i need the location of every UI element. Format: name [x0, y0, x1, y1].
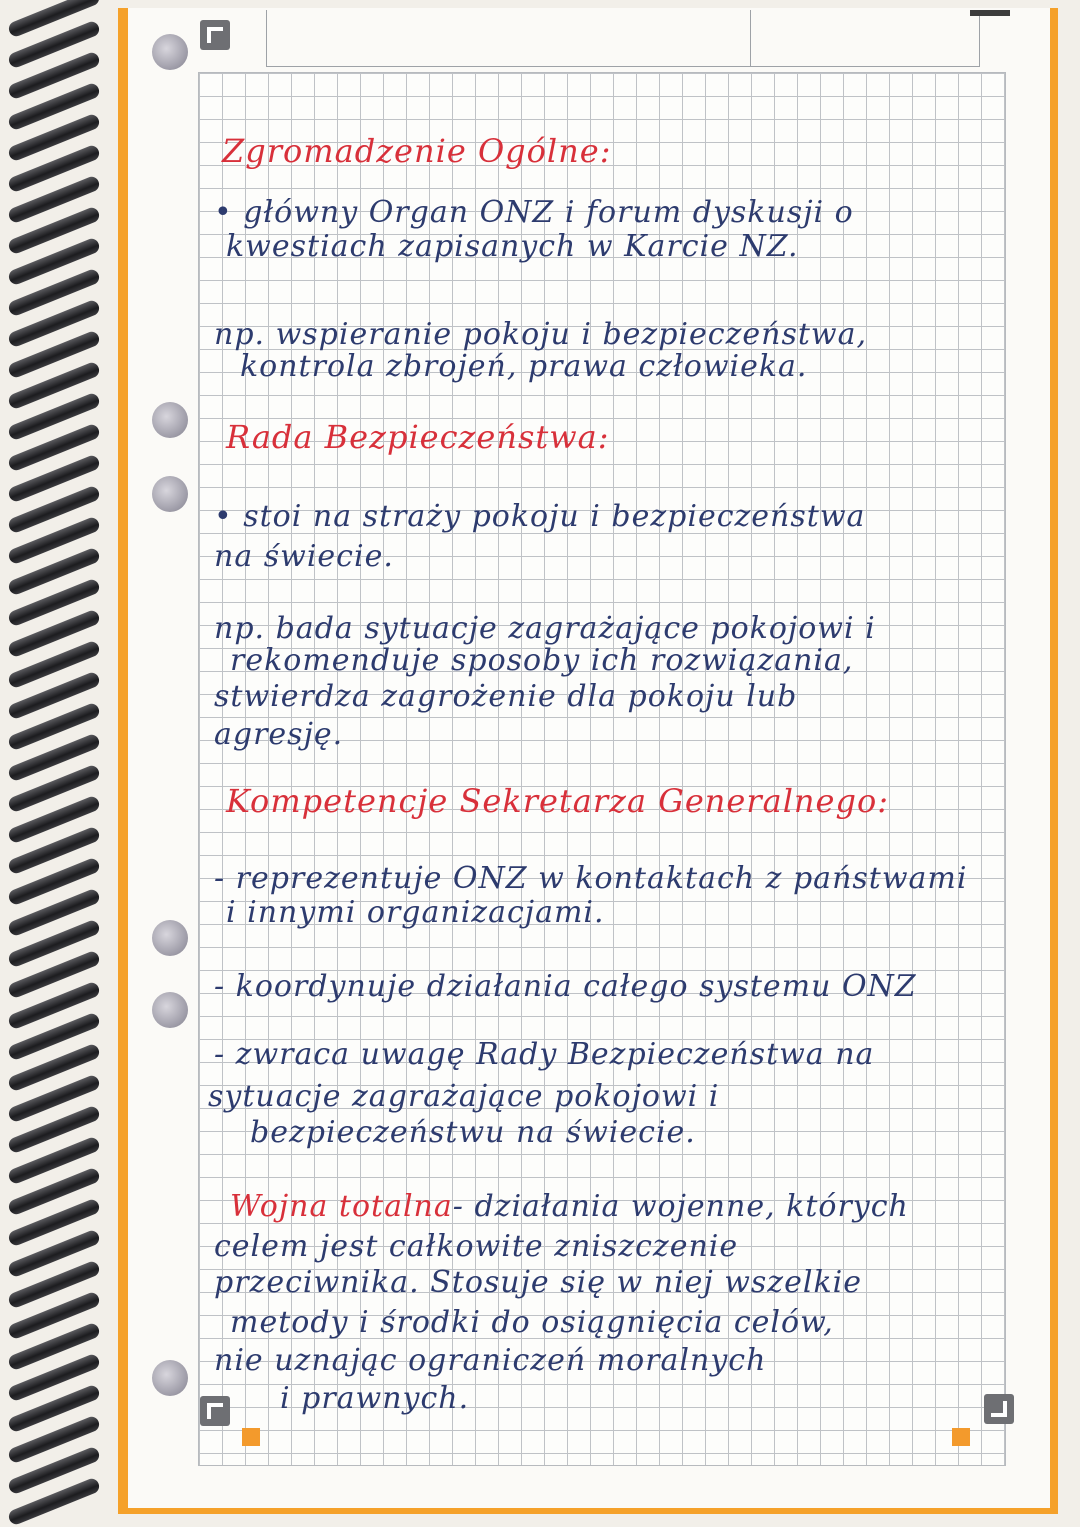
- text-line: bezpieczeństwu na świecie.: [250, 1115, 696, 1150]
- text-line: np. wspieranie pokoju i bezpieczeństwa,: [214, 317, 868, 352]
- text-line: i innymi organizacjami.: [226, 895, 605, 930]
- punch-hole: [152, 34, 188, 70]
- punch-hole: [152, 1360, 188, 1396]
- text-line: kontrola zbrojeń, prawa człowieka.: [240, 349, 808, 384]
- text-line: agresję.: [214, 717, 344, 752]
- top-right-mark: [970, 10, 1010, 16]
- corner-mark-icon: [200, 20, 230, 50]
- text-line: sytuacje zagrażające pokojowi i: [208, 1079, 720, 1114]
- text-line: przeciwnika. Stosuje się w niej wszelkie: [214, 1265, 862, 1300]
- text-line: stwierdza zagrożenie dla pokoju lub: [214, 679, 798, 714]
- text-line: np. bada sytuacje zagrażające pokojowi i: [214, 611, 876, 646]
- orange-marker: [952, 1428, 970, 1446]
- heading-general-assembly: Zgromadzenie Ogólne:: [222, 132, 612, 170]
- punch-hole: [152, 476, 188, 512]
- text-line: rekomenduje sposoby ich rozwiązania,: [230, 643, 854, 678]
- text-line: • główny Organ ONZ i forum dyskusji o: [214, 195, 854, 230]
- text-line: nie uznając ograniczeń moralnych: [214, 1343, 767, 1378]
- text-line: - zwraca uwagę Rady Bezpieczeństwa na: [214, 1037, 875, 1072]
- header-box: [266, 10, 980, 67]
- term-total-war: Wojna totalna: [230, 1189, 453, 1224]
- text-line: na świecie.: [214, 539, 394, 574]
- text-line: - reprezentuje ONZ w kontaktach z państwami: [214, 861, 968, 896]
- text-line: celem jest całkowite zniszczenie: [214, 1229, 739, 1264]
- orange-marker: [242, 1428, 260, 1446]
- punch-hole: [152, 920, 188, 956]
- spiral-binding: [0, 0, 118, 1527]
- punch-hole: [152, 992, 188, 1028]
- text-line: - działania wojenne, których: [452, 1189, 909, 1224]
- text-line: - koordynuje działania całego systemu ONZ: [214, 969, 917, 1004]
- text-line: metody i środki do osiągnięcia celów,: [230, 1305, 834, 1340]
- bottom-left-corner-mark-icon: [200, 1396, 230, 1426]
- text-line: kwestiach zapisanych w Karcie NZ.: [226, 229, 799, 264]
- text-line: • stoi na straży pokoju i bezpieczeństwa: [214, 499, 866, 534]
- heading-security-council: Rada Bezpieczeństwa:: [226, 418, 610, 456]
- heading-secretary-general: Kompetencje Sekretarza Generalnego:: [226, 782, 889, 820]
- punch-hole: [152, 402, 188, 438]
- total-war-definition-first-line: [230, 1190, 909, 1224]
- header-divider: [750, 10, 751, 66]
- bottom-right-corner-mark-icon: [984, 1394, 1014, 1424]
- text-line: i prawnych.: [280, 1381, 470, 1416]
